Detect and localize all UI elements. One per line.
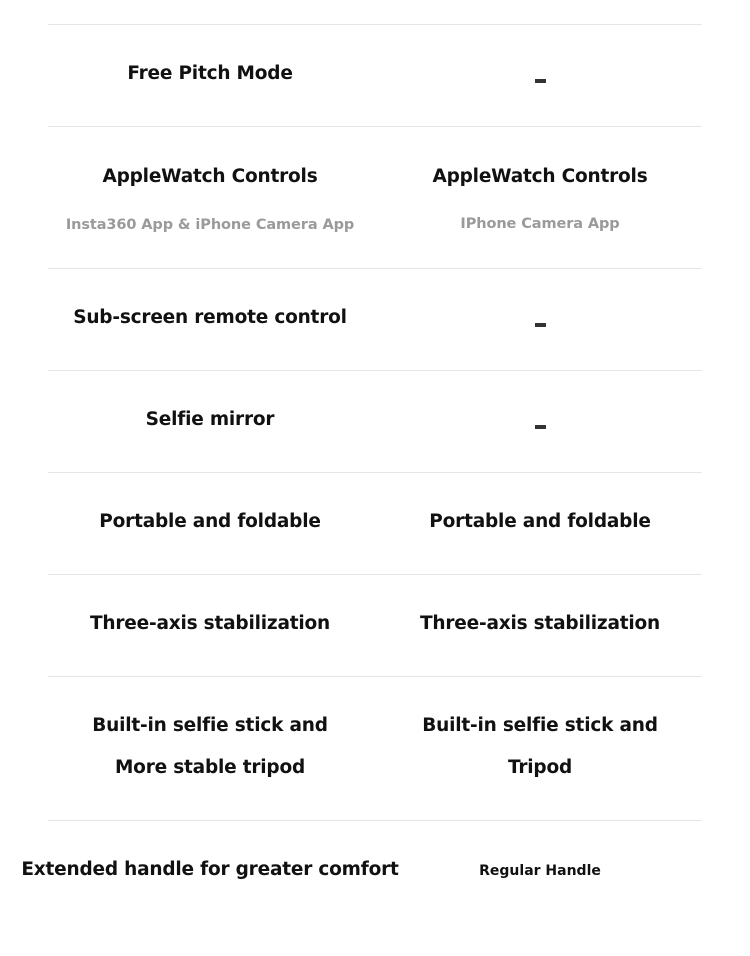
comparison-label-line2: Tripod [507, 757, 573, 778]
dash-icon [535, 425, 546, 429]
dash-icon [535, 79, 546, 83]
feature-label: Sub-screen remote control [73, 307, 347, 328]
comparison-label: Three-axis stabilization [419, 613, 661, 634]
feature-label-line1: Built-in selfie stick and [92, 715, 328, 736]
not-supported-dash [330, 70, 750, 89]
dash-icon [535, 323, 546, 327]
row-divider [48, 574, 702, 575]
feature-sublabel: Insta360 App & iPhone Camera App [65, 217, 355, 233]
comparison-label-line1: Built-in selfie stick and [422, 715, 658, 736]
feature-label: Portable and foldable [99, 511, 321, 532]
row-divider [48, 676, 702, 677]
feature-label: Free Pitch Mode [127, 63, 293, 84]
comparison-label: AppleWatch Controls [432, 166, 648, 187]
not-supported-dash [330, 314, 750, 333]
feature-label: Three-axis stabilization [89, 613, 331, 634]
row-divider [48, 472, 702, 473]
feature-label-line2: More stable tripod [114, 757, 306, 778]
row-divider [48, 24, 702, 25]
comparison-label: Regular Handle [479, 863, 601, 879]
feature-label: Extended handle for greater comfort [21, 859, 399, 880]
row-divider [48, 126, 702, 127]
feature-label: Selfie mirror [145, 409, 275, 430]
row-divider [48, 268, 702, 269]
not-supported-dash [330, 416, 750, 435]
row-divider [48, 370, 702, 371]
comparison-label: Portable and foldable [429, 511, 651, 532]
feature-label: AppleWatch Controls [102, 166, 318, 187]
comparison-sublabel: IPhone Camera App [460, 216, 620, 232]
row-divider [48, 820, 702, 821]
